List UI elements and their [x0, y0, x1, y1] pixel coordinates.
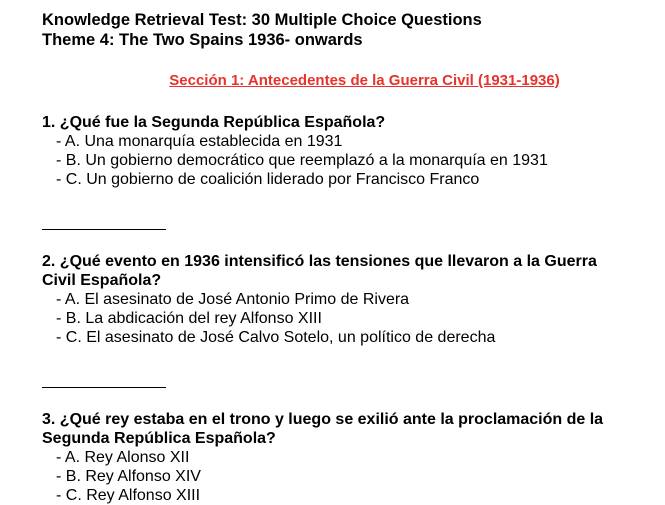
question-3-option-c: - C. Rey Alfonso XIII [56, 487, 201, 504]
question-2-options [42, 290, 657, 347]
answer-line-1 [42, 229, 166, 230]
question-3-options [42, 448, 657, 505]
question-2-text: 2. ¿Qué evento en 1936 intensificó las tensiones que llevaron a la Guerra Civil Española? [42, 253, 597, 289]
answer-line-2 [42, 387, 166, 388]
question-1-option-a: - A. Una monarquía establecida en 1931 [56, 133, 343, 150]
question-2-option-b: - B. La abdicación del rey Alfonso XIII [56, 310, 322, 327]
question-1-options [42, 132, 657, 189]
question-1-option-b: - B. Un gobierno democrático que reemplazó a la monarquía en 1931 [56, 152, 548, 169]
question-1-text: 1. ¿Qué fue la Segunda República Española? [42, 114, 386, 131]
document-subtitle: Theme 4: The Two Spains 1936- onwards [42, 31, 363, 49]
question-3-text: 3. ¿Qué rey estaba en el trono y luego se exilió ante la proclamación de la Segunda República Española? [42, 411, 604, 447]
question-1-option-c: - C. Un gobierno de coalición liderado por Francisco Franco [56, 171, 480, 188]
question-3-option-a: - A. Rey Alonso XII [56, 449, 190, 466]
section-heading: Sección 1: Antecedentes de la Guerra Civil (1931-1936) [169, 72, 560, 89]
document-title: Knowledge Retrieval Test: 30 Multiple Choice Questions [42, 11, 482, 29]
question-2-option-a: - A. El asesinato de José Antonio Primo de Rivera [56, 291, 410, 308]
document-page [42, 10, 657, 505]
question-2-option-c: - C. El asesinato de José Calvo Sotelo, un político de derecha [56, 329, 496, 346]
question-3-option-b: - B. Rey Alfonso XIV [56, 468, 201, 485]
